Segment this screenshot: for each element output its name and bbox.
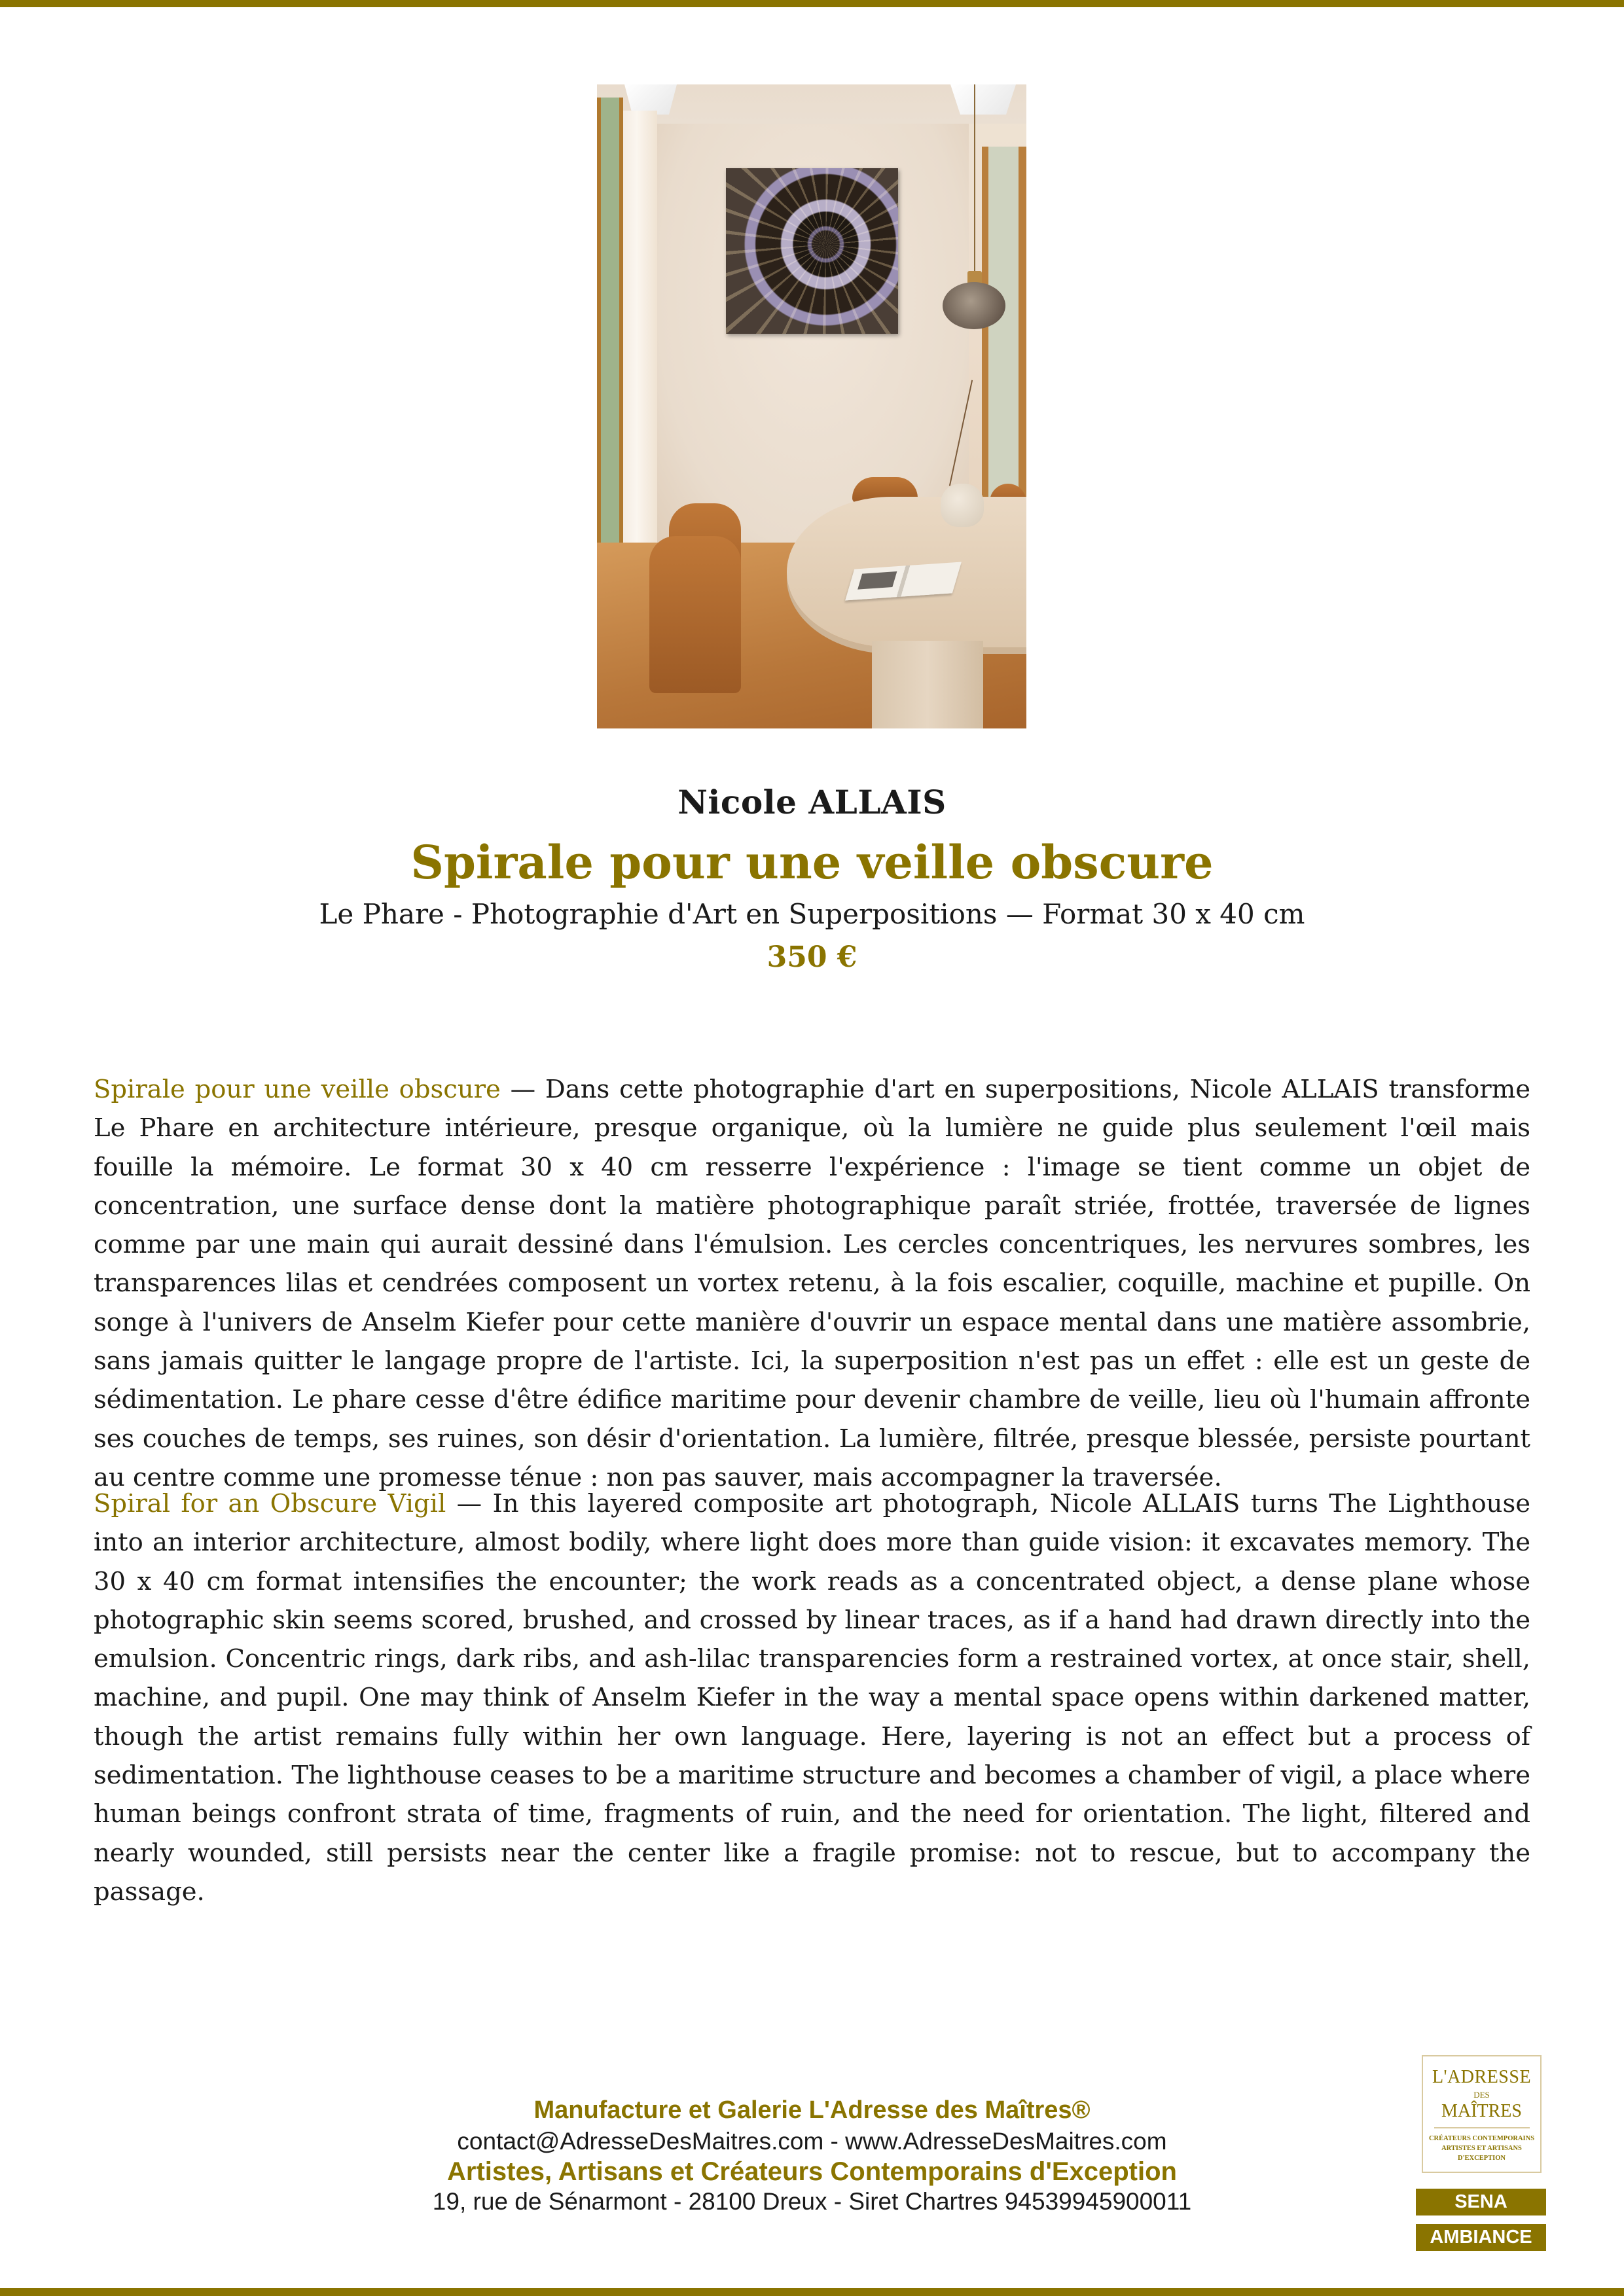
chair-near — [649, 536, 741, 693]
bottom-accent-bar — [0, 2288, 1624, 2296]
logo-sub-1: CRÉATEURS CONTEMPORAINS — [1428, 2135, 1535, 2142]
footer-address: 19, rue de Sénarmont - 28100 Dreux - Siret Chartres 94539945900011 — [432, 2188, 1192, 2215]
badge-sena: SENA — [1416, 2189, 1546, 2215]
pendant-lamp — [943, 282, 1005, 329]
window-left — [597, 98, 623, 601]
artwork-price: 350 € — [767, 941, 857, 974]
footer-gallery-name: Manufacture et Galerie L'Adresse des Maîtres® — [533, 2096, 1091, 2124]
vase — [941, 484, 984, 527]
description-en-lead: Spiral for an Obscure Vigil — [94, 1489, 446, 1518]
badge-ambiance: AMBIANCE — [1416, 2224, 1546, 2251]
doorway-right — [982, 147, 1026, 539]
logo-line-3: MAÎTRES — [1441, 2101, 1522, 2121]
footer-contact: contact@AdresseDesMaitres.com - www.AdresseDesMaitres.com — [457, 2128, 1167, 2155]
logo-line-2: DES — [1473, 2090, 1490, 2100]
gallery-logo — [1422, 2055, 1542, 2173]
description-en-text: — In this layered composite art photograph, Nicole ALLAIS turns The Lighthouse into an interior architecture, almost bodily, where light does more than guide vision: it excavates memory. The 30 x 40 cm format intensifies the encounter; the work reads as a concentrated object, a dense plane whose photographic skin seems scored, brushed, and crossed by linear traces, as if a hand had drawn directly into the emulsion. Concentric rings, dark ribs, and ash-lilac transparencies form a restrained vortex, at once stair, shell, machine, and pupil. One may think of Anselm Kiefer in the way a mental space opens within darkened matter, though the artist remains fully within her own language. Here, layering is not an effect but a process of sedimentation. The lighthouse ceases to be a maritime structure and becomes a chamber of vigil, a place where human beings confront strata of time, fragments of ruin, and the need for orientation. The light, filtered and nearly wounded, still persists near the center like a fragile promise: not to rescue, but to accompany the passage. — [94, 1489, 1531, 1907]
curtain — [623, 111, 657, 588]
logo-sub-2: ARTISTES ET ARTISANS — [1441, 2145, 1522, 2152]
footer-tagline: Artistes, Artisans et Créateurs Contemporains d'Exception — [447, 2157, 1177, 2186]
description-fr — [94, 1070, 1530, 1497]
artwork-subtitle: Le Phare - Photographie d'Art en Superpositions — Format 30 x 40 cm — [319, 898, 1305, 930]
artist-name: Nicole ALLAIS — [677, 783, 947, 821]
description-en — [94, 1484, 1530, 1911]
artwork-mockup-image — [597, 84, 1026, 728]
spiral-artwork — [726, 168, 898, 334]
description-fr-text: — Dans cette photographie d'art en superpositions, Nicole ALLAIS transforme Le Phare en architecture intérieure, presque organique, où la lumière ne guide plus seulement l'œil mais fouille la mémoire. Le format 30 x 40 cm resserre l'expérience : l'image se tient comme un objet de concentration, une surface dense dont la matière photographique paraît striée, frottée, traversée de lignes comme par une main qui aurait dessiné dans l'émulsion. Les cercles concentriques, les nervures sombres, les transparences lilas et cendrées composent un vortex retenu, à la fois escalier, coquille, machine et pupille. On songe à l'univers de Anselm Kiefer pour cette manière d'ouvrir un espace mental dans une matière assombrie, sans jamais quitter le langage propre de l'artiste. Ici, la superposition n'est pas un effet : elle est un geste de sédimentation. Le phare cesse d'être édifice maritime pour devenir chambre de veille, lieu où l'humain affronte ses couches de temps, ses ruines, son désir d'orientation. La lumière, filtrée, presque blessée, persiste pourtant au centre comme une promesse ténue : non pas sauver, mais accompagner la traversée. — [94, 1075, 1530, 1492]
logo-sub-3: D'EXCEPTION — [1458, 2155, 1506, 2162]
table-base — [872, 641, 983, 728]
logo-line-1: L'ADRESSE — [1432, 2067, 1532, 2087]
description-fr-lead: Spirale pour une veille obscure — [94, 1075, 501, 1104]
artwork-title: Spirale pour une veille obscure — [410, 835, 1214, 889]
pendant-cord — [974, 84, 975, 287]
top-accent-bar — [0, 0, 1624, 7]
logo-divider — [1434, 2127, 1530, 2128]
skylight-right — [950, 84, 1016, 115]
